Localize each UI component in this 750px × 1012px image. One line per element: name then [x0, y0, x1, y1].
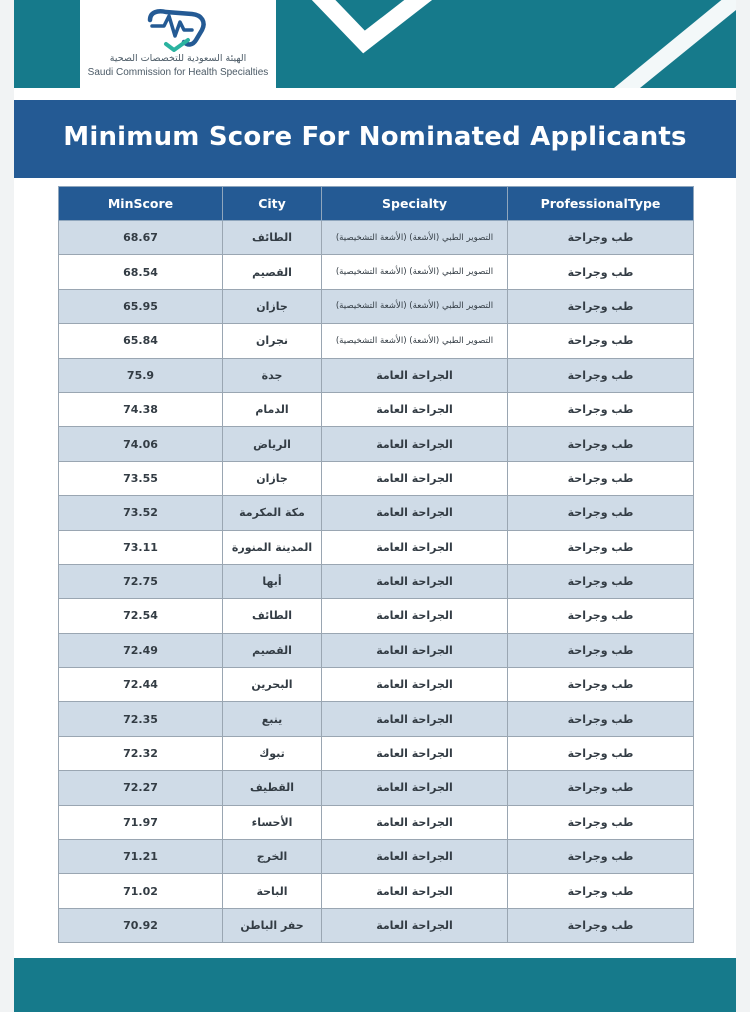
- min-score-cell: 72.44: [59, 668, 223, 702]
- table-body: [59, 221, 694, 943]
- table-row: [59, 771, 694, 805]
- scores-table: [58, 186, 694, 943]
- professional-type-cell: طب وجراحة: [508, 564, 694, 598]
- table-header: [59, 187, 694, 221]
- logo-arabic-name: الهيئة السعودية للتخصصات الصحية: [109, 53, 247, 64]
- specialty-cell: الجراحة العامة: [322, 392, 508, 426]
- professional-type-cell: طب وجراحة: [508, 840, 694, 874]
- min-score-cell: 65.95: [59, 289, 223, 323]
- min-score-cell: 73.52: [59, 496, 223, 530]
- table-row: [59, 358, 694, 392]
- professional-type-cell: طب وجراحة: [508, 427, 694, 461]
- professional-type-cell: طب وجراحة: [508, 874, 694, 908]
- table-row: [59, 564, 694, 598]
- min-score-cell: 68.67: [59, 221, 223, 255]
- table-row: [59, 461, 694, 495]
- city-cell: القطيف: [223, 771, 322, 805]
- logo-english-name: Saudi Commission for Health Specialties: [87, 67, 269, 78]
- header-city: City: [223, 187, 322, 221]
- specialty-cell: الجراحة العامة: [322, 564, 508, 598]
- professional-type-cell: طب وجراحة: [508, 289, 694, 323]
- city-cell: أبها: [223, 564, 322, 598]
- professional-type-cell: طب وجراحة: [508, 496, 694, 530]
- professional-type-cell: طب وجراحة: [508, 530, 694, 564]
- city-cell: جدة: [223, 358, 322, 392]
- city-cell: الأحساء: [223, 805, 322, 839]
- specialty-cell: الجراحة العامة: [322, 496, 508, 530]
- professional-type-cell: طب وجراحة: [508, 461, 694, 495]
- table-row: [59, 289, 694, 323]
- specialty-cell: التصوير الطبي (الأشعة) (الأشعة التشخيصية): [322, 255, 508, 289]
- city-cell: نجران: [223, 324, 322, 358]
- table-row: [59, 530, 694, 564]
- min-score-cell: 70.92: [59, 908, 223, 942]
- professional-type-cell: طب وجراحة: [508, 255, 694, 289]
- professional-type-cell: طب وجراحة: [508, 392, 694, 426]
- professional-type-cell: طب وجراحة: [508, 908, 694, 942]
- city-cell: القصيم: [223, 255, 322, 289]
- professional-type-cell: طب وجراحة: [508, 771, 694, 805]
- min-score-cell: 73.11: [59, 530, 223, 564]
- city-cell: الطائف: [223, 599, 322, 633]
- specialty-cell: الجراحة العامة: [322, 461, 508, 495]
- logo: [80, 0, 276, 88]
- specialty-cell: الجراحة العامة: [322, 874, 508, 908]
- min-score-cell: 68.54: [59, 255, 223, 289]
- professional-type-cell: طب وجراحة: [508, 358, 694, 392]
- city-cell: المدينة المنورة: [223, 530, 322, 564]
- table-row: [59, 599, 694, 633]
- min-score-cell: 74.06: [59, 427, 223, 461]
- professional-type-cell: طب وجراحة: [508, 805, 694, 839]
- min-score-cell: 71.21: [59, 840, 223, 874]
- table-row: [59, 908, 694, 942]
- min-score-cell: 72.54: [59, 599, 223, 633]
- min-score-cell: 74.38: [59, 392, 223, 426]
- min-score-cell: 71.97: [59, 805, 223, 839]
- city-cell: البحرين: [223, 668, 322, 702]
- top-banner: [14, 0, 736, 88]
- city-cell: الطائف: [223, 221, 322, 255]
- table-row: [59, 736, 694, 770]
- table-row: [59, 221, 694, 255]
- table-row: [59, 702, 694, 736]
- city-cell: تبوك: [223, 736, 322, 770]
- min-score-cell: 73.55: [59, 461, 223, 495]
- table-row: [59, 427, 694, 461]
- specialty-cell: التصوير الطبي (الأشعة) (الأشعة التشخيصية): [322, 324, 508, 358]
- min-score-cell: 72.49: [59, 633, 223, 667]
- header-minscore: MinScore: [59, 187, 223, 221]
- table-row: [59, 874, 694, 908]
- professional-type-cell: طب وجراحة: [508, 221, 694, 255]
- min-score-cell: 72.35: [59, 702, 223, 736]
- city-cell: مكة المكرمة: [223, 496, 322, 530]
- header-professional-type: ProfessionalType: [508, 187, 694, 221]
- specialty-cell: الجراحة العامة: [322, 599, 508, 633]
- header-specialty: Specialty: [322, 187, 508, 221]
- table-row: [59, 633, 694, 667]
- specialty-cell: التصوير الطبي (الأشعة) (الأشعة التشخيصية): [322, 221, 508, 255]
- specialty-cell: الجراحة العامة: [322, 771, 508, 805]
- min-score-cell: 72.75: [59, 564, 223, 598]
- specialty-cell: الجراحة العامة: [322, 530, 508, 564]
- table-row: [59, 324, 694, 358]
- title-band: [14, 100, 736, 178]
- table-row: [59, 392, 694, 426]
- bottom-band: [14, 958, 736, 1012]
- table-row: [59, 805, 694, 839]
- page-title: Minimum Score For Nominated Applicants: [63, 122, 687, 152]
- specialty-cell: الجراحة العامة: [322, 668, 508, 702]
- heartbeat-logo-icon: [144, 6, 212, 52]
- city-cell: القصيم: [223, 633, 322, 667]
- min-score-cell: 71.02: [59, 874, 223, 908]
- professional-type-cell: طب وجراحة: [508, 599, 694, 633]
- specialty-cell: الجراحة العامة: [322, 805, 508, 839]
- min-score-cell: 75.9: [59, 358, 223, 392]
- city-cell: جازان: [223, 289, 322, 323]
- city-cell: جازان: [223, 461, 322, 495]
- city-cell: الباحة: [223, 874, 322, 908]
- min-score-cell: 72.27: [59, 771, 223, 805]
- professional-type-cell: طب وجراحة: [508, 702, 694, 736]
- city-cell: حفر الباطن: [223, 908, 322, 942]
- specialty-cell: الجراحة العامة: [322, 702, 508, 736]
- specialty-cell: الجراحة العامة: [322, 358, 508, 392]
- professional-type-cell: طب وجراحة: [508, 736, 694, 770]
- city-cell: ينبع: [223, 702, 322, 736]
- specialty-cell: الجراحة العامة: [322, 908, 508, 942]
- city-cell: الخرج: [223, 840, 322, 874]
- table-row: [59, 668, 694, 702]
- specialty-cell: الجراحة العامة: [322, 840, 508, 874]
- specialty-cell: الجراحة العامة: [322, 736, 508, 770]
- specialty-cell: الجراحة العامة: [322, 427, 508, 461]
- specialty-cell: الجراحة العامة: [322, 633, 508, 667]
- city-cell: الرياض: [223, 427, 322, 461]
- min-score-cell: 65.84: [59, 324, 223, 358]
- professional-type-cell: طب وجراحة: [508, 324, 694, 358]
- professional-type-cell: طب وجراحة: [508, 668, 694, 702]
- specialty-cell: التصوير الطبي (الأشعة) (الأشعة التشخيصية): [322, 289, 508, 323]
- professional-type-cell: طب وجراحة: [508, 633, 694, 667]
- table-row: [59, 840, 694, 874]
- city-cell: الدمام: [223, 392, 322, 426]
- table-row: [59, 496, 694, 530]
- table-row: [59, 255, 694, 289]
- min-score-cell: 72.32: [59, 736, 223, 770]
- document-page: [14, 0, 736, 1012]
